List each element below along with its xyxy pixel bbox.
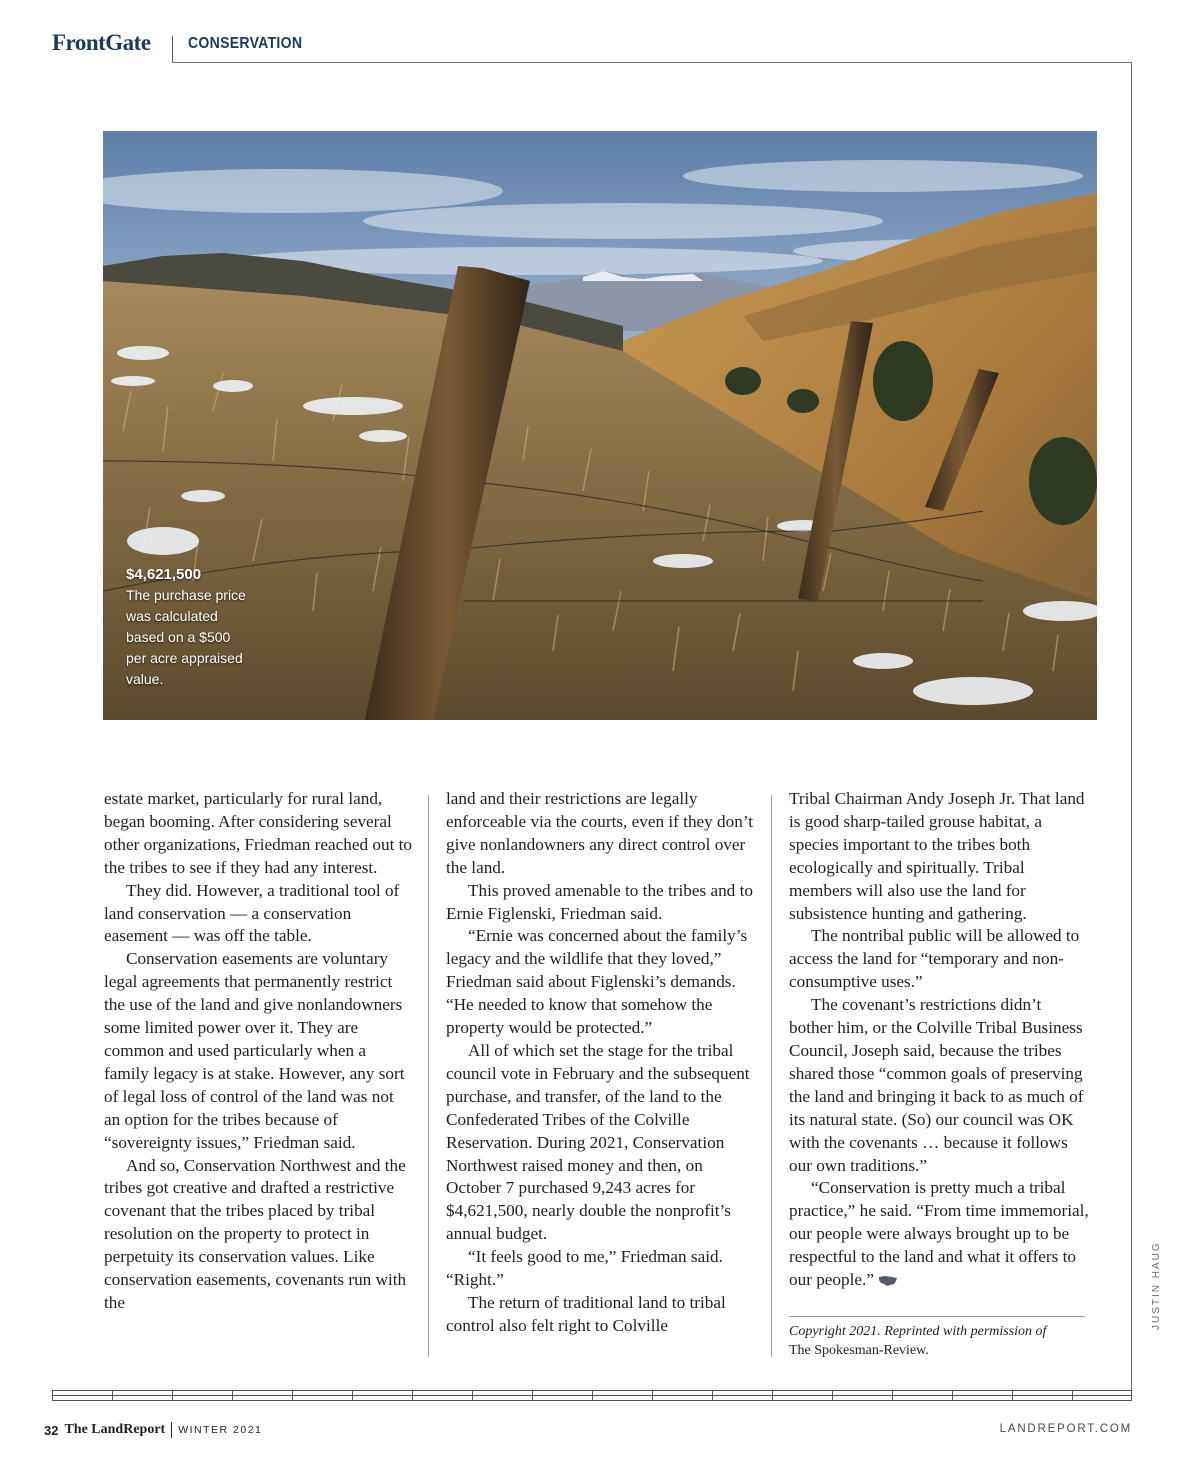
caption-text: The purchase price was calculated based on a $500 per acre appraised value. [126, 587, 246, 687]
copyright-note [789, 1322, 1085, 1360]
frame-right-rule [1131, 62, 1132, 1398]
footer-ruler [52, 1390, 1132, 1401]
paragraph: This proved amenable to the tribes and to Ernie Figlenski, Friedman said. [446, 880, 753, 923]
website-link[interactable]: LANDREPORT.COM [999, 1423, 1132, 1435]
copyright-italic: Copyright 2021. Reprinted with permission of [789, 1324, 1047, 1339]
paragraph: The covenant’s restrictions didn’t bother him, or the Colville Tribal Business Council, Joseph said, because the tribes shared those “common goals of preserving the land and bringing it back to as much of its natural state. (So) our council was OK with the covenants … because it follows our own traditions.” [789, 995, 1084, 1175]
header-divider [172, 36, 173, 62]
article-column-1 [104, 788, 412, 1315]
photo-credit: JUSTIN HAUG [1151, 1241, 1162, 1330]
paragraph: The nontribal public will be allowed to access the land for “temporary and non-consumptive uses.” [789, 926, 1080, 992]
issue-label: WINTER 2021 [178, 1424, 263, 1436]
paragraph-final [789, 1177, 1089, 1292]
paragraph: estate market, particularly for rural land, began booming. After considering several other organizations, Friedman reached out to the tribes to see if they had any interest. [104, 789, 413, 877]
end-mark-us-map-icon [878, 1275, 898, 1287]
footer-left [44, 1422, 262, 1438]
paragraph: The return of traditional land to tribal control also felt right to Colville [446, 1292, 726, 1335]
paragraph: Conservation easements are voluntary legal agreements that permanently restrict the use of the land and give nonlandowners some limited power over it. They are common and used particularly when a family legacy is at stake. However, any sort of legal loss of control of the land was not an option for the tribes because of “sovereignty issues,” Friedman said. [104, 949, 405, 1152]
caption-price: $4,621,500 [126, 566, 202, 583]
paragraph: They did. However, a traditional tool of land conservation — a conservation easement — was off the table. [104, 880, 400, 946]
frame-top-rule [172, 62, 1132, 63]
copyright-source: The Spokesman-Review. [789, 1343, 929, 1358]
section-label: CONSERVATION [188, 35, 303, 52]
paragraph: “Ernie was concerned about the family’s legacy and the wildlife that they loved,” Friedman said about Figlenski’s demands. “He needed to know that somehow the property would be protected.” [446, 926, 748, 1038]
magazine-name: The LandReport [64, 1422, 166, 1437]
copyright-rule [789, 1316, 1085, 1317]
brand-logo: FrontGate [52, 30, 151, 55]
paragraph: “It feels good to me,” Friedman said. “Right.” [446, 1247, 723, 1290]
paragraph: And so, Conservation Northwest and the tribes got creative and drafted a restrictive covenant that the tribes placed by tribal resolution on the property to protect in perpetuity its conservation values. Like conservation easements, covenants run with the [104, 1155, 407, 1312]
article-column-2 [446, 788, 756, 1338]
paragraph: Tribal Chairman Andy Joseph Jr. That land is good sharp-tailed grouse habitat, a species important to the tribes both ecologically and spiritually. Tribal members will also use the land for subsistence hunting and gathering. [789, 789, 1085, 923]
article-column-3 [789, 788, 1089, 1292]
photo-caption [126, 564, 254, 690]
footer-divider [171, 1422, 172, 1438]
paragraph: All of which set the stage for the tribal council vote in February and the subsequent purchase, and transfer, of the land to the Confederated Tribes of the Colville Reservation. During 2021, Conservation Northwest raised money and then, on October 7 purchased 9,243 acres for $4,621,500, nearly double the nonprofit’s annual budget. [446, 1040, 750, 1244]
column-divider [771, 795, 772, 1357]
column-divider [428, 795, 429, 1357]
paragraph-text: “Conservation is pretty much a tribal practice,” he said. “From time immemorial, our people were always brought up to be respectful to the land and what it offers to our people.” [789, 1178, 1089, 1290]
paragraph: land and their restrictions are legally enforceable via the courts, even if they don’t give nonlandowners any direct control over the land. [446, 789, 754, 877]
page-number: 32 [44, 1422, 59, 1438]
